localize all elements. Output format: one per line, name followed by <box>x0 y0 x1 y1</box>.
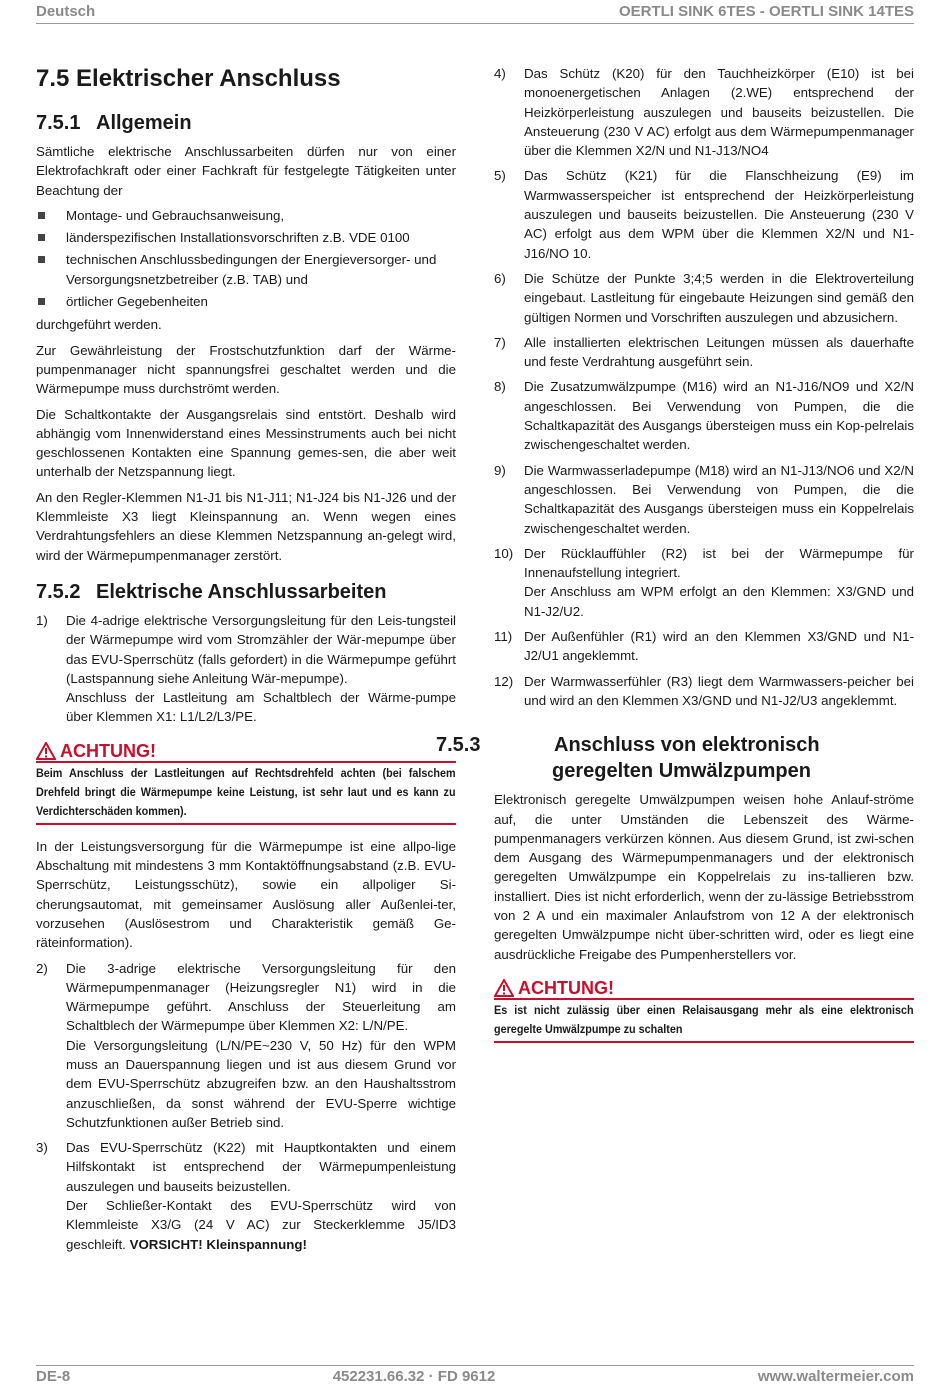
step-item: 11) Der Außenfühler (R1) wird an den Klemmen X3/GND und N1-J2/U1 angeklemmt. <box>494 629 914 664</box>
warning-rule <box>36 823 456 825</box>
right-column <box>436 64 914 1055</box>
frost-paragraph: Zur Gewährleistung der Frostschutzfunktion darf der Wärme-pumpenmanager nicht spannungsfrei geschaltet werden und die Wärmepumpe muss durchströmt werden. <box>36 342 456 397</box>
step-item: 3) Das EVU-Sperrschütz (K22) mit Hauptkontakten und einem Hilfskontakt ist entsprechend der Wärmepumpenleistung auszulegen und bauseits beizustellen. Der Schließer-Kontakt des EVU-Sperrschütz wird von Klemmleiste X3/G (24 V AC) zur Steckerklemme J5/ID3 geschleift. VORSICHT! Kleinspannung! <box>36 1140 456 1252</box>
step-item: 2) Die 3-adrige elektrische Versorgungsleitung für den Wärmepumpenmanager (Heizungsregler N1) wird in die Wärmepumpe geführt. Anschluss der Steuerleitung am Schaltblech der Wärmepumpe über Klemmen X2: L/N/PE. Die Versorgungsleitung (L/N/PE~230 V, 50 Hz) für den WPM muss an Dauerspannung liegen und ist aus diesem Grund vor dem EVU-Sperrschütz abzugreifen bzw. an den Haushaltsstrom anzuschließen, da sonst während der EVU-Sperre wichtige Schutzfunktionen außer Betrieb sind. <box>36 960 456 1130</box>
header-rule <box>36 23 914 24</box>
requirements-list <box>36 206 456 311</box>
footer-rule <box>36 1365 914 1366</box>
list-item: Montage- und Gebrauchsanweisung, <box>36 206 456 225</box>
list-item: örtlicher Gegebenheiten <box>36 292 456 311</box>
relay-paragraph: Die Schaltkontakte der Ausgangsrelais sind entstört. Deshalb wird abhängig vom Innenwiderstand eines Messinstruments auch bei nicht geschlossenen Kontakten eine Spannung gemes-sen, die aber weit unterhalb der Netzspannung liegt. <box>36 406 456 480</box>
steps-list-right <box>494 64 914 710</box>
website-link[interactable]: www.waltermeier.com <box>757 1368 914 1385</box>
step-item: 1) Die 4-adrige elektrische Versorgungsleitung für den Leis-tungsteil der Wärmepumpe wird vom Stromzähler der Wär-mepumpe über das EVU-Sperrschütz (falls gefordert) in die Wärmepumpe geführt (Lastspannung siehe Anleitung Wär-mepumpe). Anschluss der Lastleitung am Schaltblech der Wärme-pumpe über Klemmen X1: L1/L2/L3/PE. <box>36 612 456 725</box>
warning-rule <box>494 1041 914 1043</box>
header-product: OERTLI SINK 6TES - OERTLI SINK 14TES <box>618 2 914 20</box>
section-title: 7.5 Elektrischer Anschluss <box>36 65 341 92</box>
warning-title: ACHTUNG! <box>494 978 914 998</box>
subsection-753: 7.5.3 Anschluss von elektronisch geregelten Umwälzpumpen <box>436 734 820 783</box>
document-number: 452231.66.32 · FD 9612 <box>332 1368 496 1385</box>
step-item: 10) Der Rücklauffühler (R2) ist bei der Wärmepumpe für Innenaufstellung integriert. Der Anschluss am WPM erfolgt an den Klemmen: X3/GND und N1-J2/U2. <box>494 545 914 619</box>
done-text: durchgeführt werden. <box>36 317 162 333</box>
subsection-751: 7.5.1 Allgemein <box>36 112 192 134</box>
step-item: 6) Die Schütze der Punkte 3;4;5 werden in die Elektroverteilung eingebaut. Lastleitung für eingebaute Heizungen sind gemäß den gültigen Normen und Vorschriften auszulegen und abzusichern. <box>494 270 914 325</box>
warning-title: ACHTUNG! <box>36 741 456 761</box>
left-column <box>36 60 456 1260</box>
warning-box <box>36 741 456 825</box>
steps-list-left-2 <box>36 959 456 1254</box>
warning-text: Beim Anschluss der Lastleitungen auf Rechtsdrehfeld achten (bei falschem Drehfeld bringt die Wärmepumpe keine Leistung, ist sehr laut und es kann zu Verdichterschäden kommen). <box>36 765 456 818</box>
low-voltage-paragraph: An den Regler-Klemmen N1-J1 bis N1-J11; N1-J24 bis N1-J26 und der Klemmleiste X3 liegt Kleinspannung an. Wenn wegen eines Verdrahtungsfehlers an diese Klemmen Netzspannung an-gelegt wird, wird der Wärmepumpenmanager zerstört. <box>36 489 456 563</box>
step-item: 7) Alle installierten elektrischen Leitungen müssen als dauerhafte und feste Verdrahtung ausgeführt sein. <box>494 334 914 370</box>
step-item: 5) Das Schütz (K21) für die Flanschheizung (E9) im Warmwasserspeicher ist entsprechend der Heizkörperleistung auszulegen und bauseits beizustellen. Die Ansteuerung (230 V AC) erfolgt aus dem WPM über die Klemmen X2/N und N1-J16/NO 10. <box>494 168 914 261</box>
page-footer <box>36 1368 914 1388</box>
page-header <box>36 0 914 22</box>
pump-paragraph: Elektronisch geregelte Umwälzpumpen weisen hohe Anlauf-ströme auf, die unter Umständen die Lebenszeit des Wärme-pumpenmanagers verkürzen können. Aus diesem Grund, ist zwi-schen dem Ausgang des Wärmepumpenmanagers und der elektronisch geregelten Umwälzpumpe ein Koppelrelais zu ins-tallieren bzw. installiert. Dies ist nicht erforderlich, wenn der zu-lässige Betriebsstrom von 2 A und ein maximaler Anlaufstrom von 12 A der elektronisch geregelten Umwälzpumpe nicht über-schritten wird, oder es liegt eine ausdrückliche Freigabe des Pumpenherstellers vor. <box>494 792 914 962</box>
warning-triangle-icon <box>36 742 56 760</box>
step-item: 8) Die Zusatzumwälzpumpe (M16) wird an N1-J16/NO9 und X2/N angeschlossen. Bei Verwendung von Pumpen, die die Schaltkapazität des Ausgangs übersteigen muss ein Kop-pelrelais zwischengeschaltet werden. <box>494 379 914 453</box>
step-item: 4) Das Schütz (K20) für den Tauchheizkörper (E10) ist bei monoenergetischen Anlagen (2.WE) entsprechend der Heizkörperleistung auszulegen und bauseits beizustellen. Die Ansteuerung (230 V AC) erfolgt aus dem Wärmepumpenmanager über die Klemmen X2/N und N1-J13/NO4 <box>494 66 914 159</box>
breaker-paragraph: In der Leistungsversorgung für die Wärmepumpe ist eine allpo-lige Abschaltung mit mindestens 3 mm Kontaktöffnungsabstand (z.B. EVU-Sperrschütz, Leistungsschütz), sowie ein allpoliger Si-cherungsautomat, mit gemeinsamer Auslösung aller Außenlei-ter, vorzusehen (Auslösestrom und Charakteristik gemäß Ge-räteinformation). <box>36 838 456 951</box>
warning-text: Es ist nicht zulässig über einen Relaisausgang mehr als eine elektronisch geregelte Umwälzpumpe zu schalten <box>494 1002 914 1036</box>
steps-list-left <box>36 611 456 727</box>
page-number: DE-8 <box>36 1368 71 1385</box>
list-item: länderspezifischen Installationsvorschriften z.B. VDE 0100 <box>36 228 456 247</box>
header-language: Deutsch <box>36 2 96 20</box>
subsection-752: 7.5.2 Elektrische Anschlussarbeiten <box>36 580 387 603</box>
step-item: 9) Die Warmwasserladepumpe (M18) wird an N1-J13/NO6 und X2/N angeschlossen. Bei Verwendung von Pumpen, die die Schaltkapazität des Ausgangs übersteigen muss ein Koppelrelais zwischengeschaltet werden. <box>494 462 914 536</box>
caution-text: VORSICHT! Kleinspannung! <box>129 1236 307 1252</box>
intro-paragraph: Sämtliche elektrische Anschlussarbeiten dürfen nur von einer Elektrofachkraft oder einer Fachkraft für festgelegte Tätigkeiten unter Beachtung der <box>36 144 456 198</box>
step-item: 12) Der Warmwasserfühler (R3) liegt dem Warmwassers-peicher bei und wird an den Klemmen X3/GND und N1-J2/U3 angeklemmt. <box>494 673 914 708</box>
list-item: technischen Anschlussbedingungen der Energieversorger- und Versorgungsnetzbetreiber (z.B. TAB) und <box>36 250 456 289</box>
warning-box <box>494 978 914 1043</box>
warning-triangle-icon <box>494 979 514 997</box>
